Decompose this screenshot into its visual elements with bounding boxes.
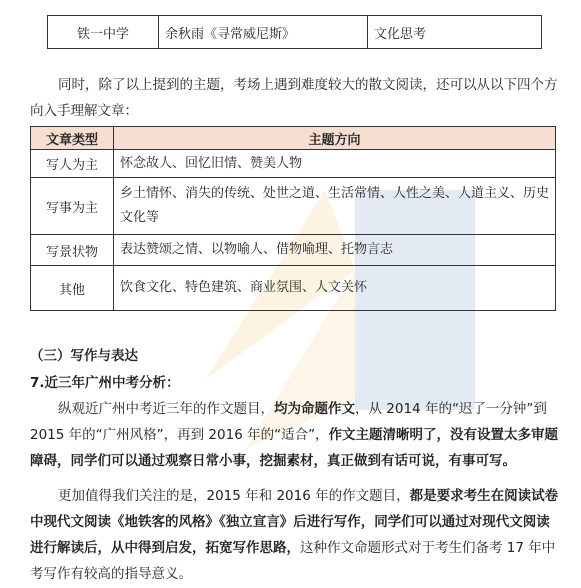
type-cell: 写景状物 [31,235,114,266]
table-row [31,235,556,266]
table-row [31,150,556,178]
p1-text-c: ，从 2014 年的“迟了一分钟”到 2015 年的“广州风格”，再到 2016 年的“适合”， [30,401,547,443]
p1-bold-b: 均为命题作文 [274,401,355,417]
section-title: （三）写作与表达 [30,348,138,364]
table-row [48,16,542,49]
p1-bold-d: 作文主题清晰明了，没有设置太多审题障碍，同学们可以通过观察日常小事，挖掘素材，真正做到有话可说，有事可写。 [30,427,559,469]
type-cell: 其他 [31,266,114,311]
article-type-table [30,126,556,311]
paragraph-2 [30,483,560,587]
direction-cell: 怀念故人、回忆旧情、赞美人物 [114,150,556,178]
intro-paragraph: 同时，除了以上提到的主题，考场上遇到难度较大的散文阅读，还可以从以下四个方向入手理解文章： [30,77,558,119]
school-cell: 铁一中学 [48,16,159,49]
theme-cell: 文化思考 [368,16,542,49]
type-cell: 写人为主 [31,150,114,178]
p2-text-c: 这种作文命题形式对于考生们备考 17 年中考写作有较高的指导意义。 [30,540,556,582]
paragraph-1 [30,396,560,474]
table-row [31,266,556,311]
p2-text-a: 更加值得我们关注的是，2015 年和 2016 年的作文题目， [58,488,410,504]
direction-cell: 乡土情怀、消失的传统、处世之道、生活常情、人性之美、人道主义、历史文化等 [114,178,556,235]
p1-text-a: 纵观近广州中考近三年的作文题目， [58,401,274,417]
p2-bold-b: 都是要求考生在阅读试卷中现代文阅读《地铁客的风格》《独立宣言》后进行写作，同学们可以通过对现代文阅读进行解读后，从中得到启发，拓宽写作思路， [30,488,559,556]
type-cell: 写事为主 [31,178,114,235]
school-table-row [47,15,542,49]
sub-title: 7.近三年广州中考分析： [30,375,180,391]
table-header-row [31,127,556,150]
header-type: 文章类型 [31,127,114,150]
work-cell: 余秋雨《寻常威尼斯》 [159,16,368,49]
table-row [31,178,556,235]
direction-cell: 饮食文化、特色建筑、商业氛围、人文关怀 [114,266,556,311]
direction-cell: 表达赞颂之情、以物喻人、借物喻理、托物言志 [114,235,556,266]
header-direction: 主题方向 [114,127,556,150]
